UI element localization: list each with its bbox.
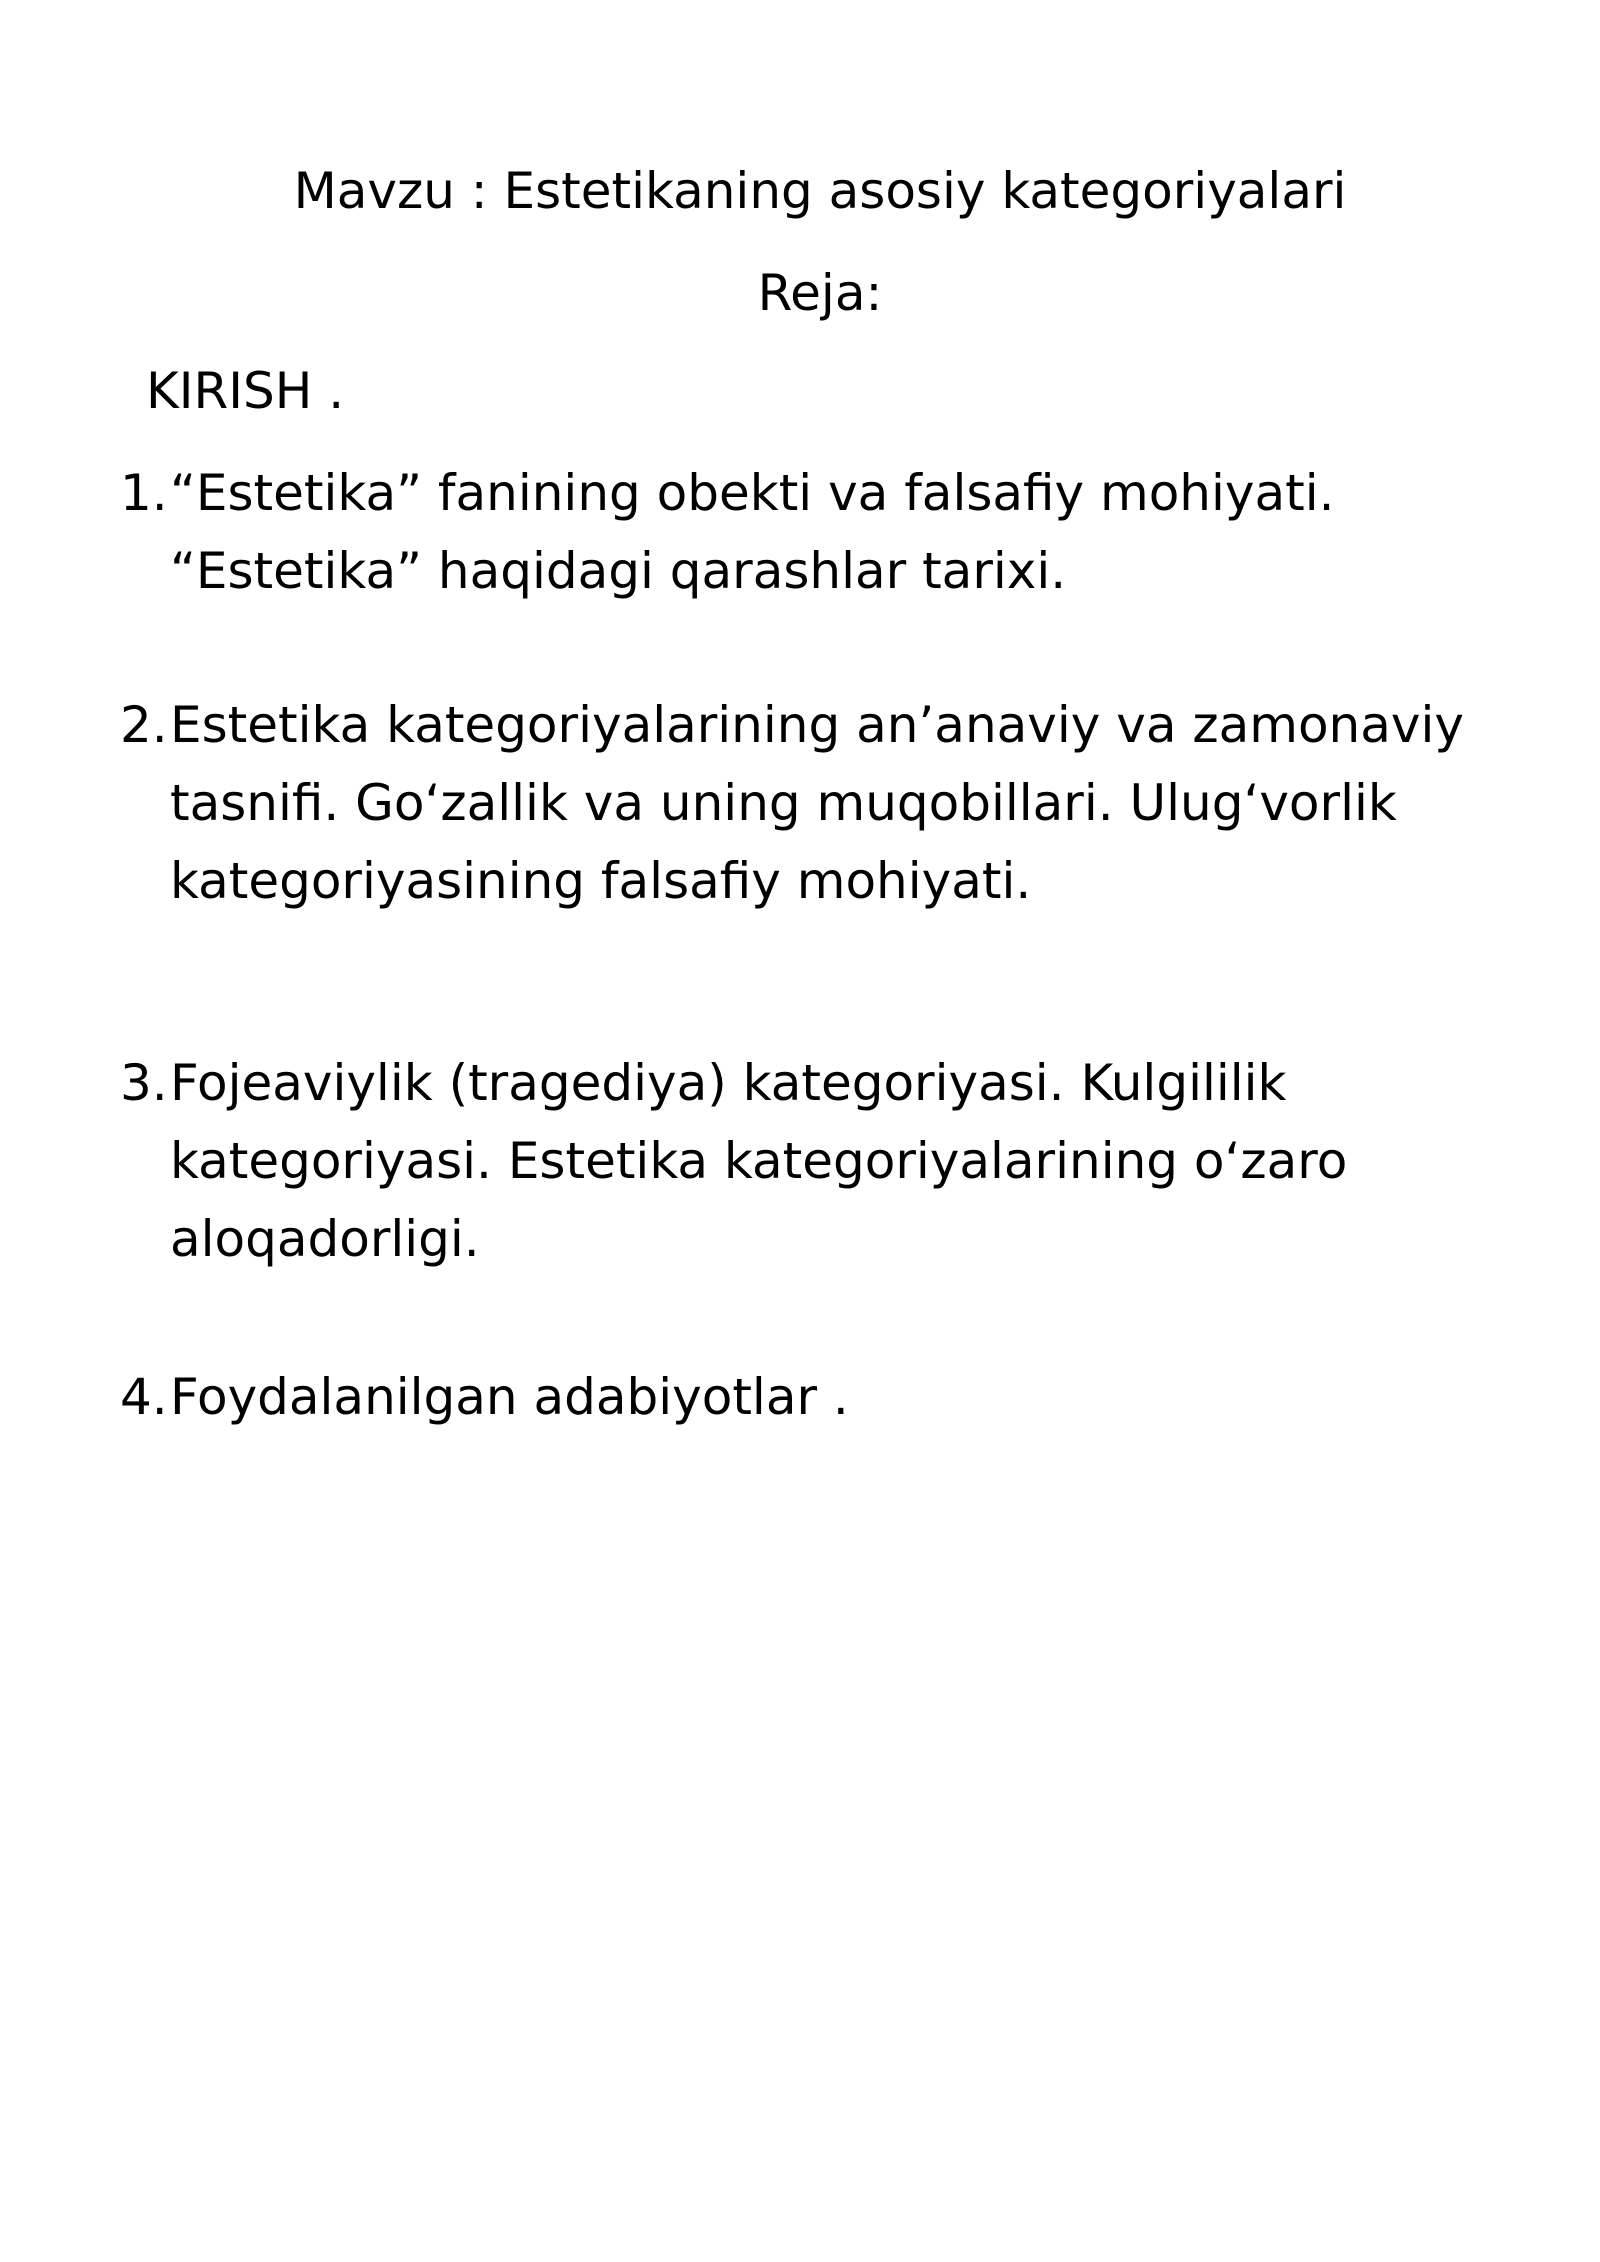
list-item-line: kategoriyasi. Estetika kategoriyalarining o‘zaro <box>170 1132 1348 1190</box>
document-title: Mavzu : Estetikaning asosiy kategoriyalari <box>293 162 1347 220</box>
list-item <box>120 1358 1460 1436</box>
list-item-text <box>170 454 1460 610</box>
list-item-number: 4. <box>120 1368 168 1426</box>
list-item-line: tasnifi. Go‘zallik va uning muqobillari. Ulug‘vorlik <box>170 774 1397 832</box>
list-item-line: kategoriyasining falsafiy mohiyati. <box>170 852 1032 910</box>
list-item-line: Fojeaviylik (tragediya) kategoriyasi. Kulgililik <box>170 1054 1287 1112</box>
list-item-text <box>170 1044 1460 1278</box>
plan-heading: Reja: <box>757 264 883 322</box>
list-item <box>120 1044 1460 1278</box>
list-item-text <box>170 1358 1460 1436</box>
list-item-line: Foydalanilgan adabiyotlar . <box>170 1368 849 1426</box>
list-item <box>120 454 1460 610</box>
list-item <box>120 686 1464 920</box>
list-item-line: aloqadorligi. <box>170 1210 480 1268</box>
list-item-number: 3. <box>120 1054 168 1112</box>
list-item-text <box>170 686 1464 920</box>
intro-heading: KIRISH . <box>146 362 345 420</box>
list-item-number: 1. <box>120 464 168 522</box>
list-item-line: “Estetika” haqidagi qarashlar tarixi. <box>170 542 1067 600</box>
list-item-line: Estetika kategoriyalarining an’anaviy va zamonaviy <box>170 696 1464 754</box>
list-item-number: 2. <box>120 696 168 754</box>
list-item-line: “Estetika” fanining obekti va falsafiy mohiyati. <box>170 464 1335 522</box>
